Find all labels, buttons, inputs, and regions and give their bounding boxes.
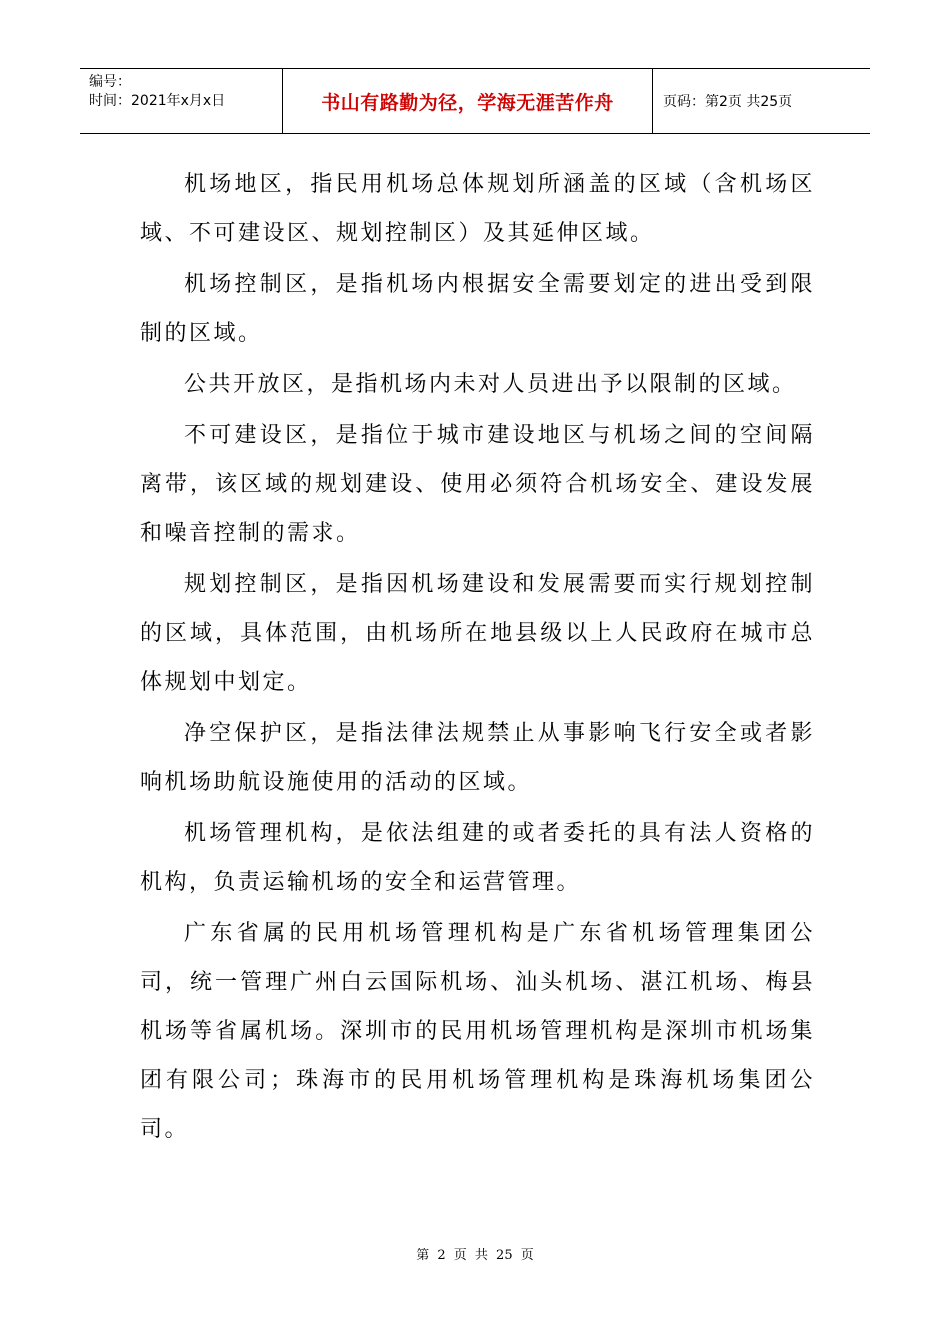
paragraph-airport-area: 机场地区，指民用机场总体规划所涵盖的区域（含机场区域、不可建设区、规划控制区）及其延伸区域。 xyxy=(140,172,815,246)
paragraph-non-construction-area: 不可建设区，是指位于城市建设地区与机场之间的空间隔离带，该区域的规划建设、使用必须符合机场安全、建设发展和噪音控制的需求。 xyxy=(140,423,815,546)
header-meta xyxy=(80,69,283,133)
paragraph-airport-management: 机场管理机构，是依法组建的或者委托的具有法人资格的机构，负责运输机场的安全和运营管理。 xyxy=(140,821,815,895)
document-body xyxy=(140,160,815,1156)
header-page-info: 页码：第2页 共25页 xyxy=(663,94,793,110)
paragraph-public-area: 公共开放区，是指机场内未对人员进出予以限制的区域。 xyxy=(184,372,797,397)
document-number-label: 编号： xyxy=(89,74,131,90)
page-header xyxy=(80,68,870,134)
document-date: 时间：2021年x月x日 xyxy=(89,93,226,109)
header-motto: 书山有路勤为径，学海无涯苦作舟 xyxy=(283,69,653,133)
paragraph-guangdong-airports: 广东省属的民用机场管理机构是广东省机场管理集团公司，统一管理广州白云国际机场、汕头机场、湛江机场、梅县机场等省属机场。深圳市的民用机场管理机构是深圳市机场集团有限公司；珠海市的民用机场管理机构是珠海机场集团公司。 xyxy=(140,921,815,1142)
paragraph-planning-control-area: 规划控制区，是指因机场建设和发展需要而实行规划控制的区域，具体范围，由机场所在地县级以上人民政府在城市总体规划中划定。 xyxy=(140,572,815,695)
paragraph-control-area: 机场控制区，是指机场内根据安全需要划定的进出受到限制的区域。 xyxy=(140,272,815,346)
page-footer: 第 2 页 共 25 页 xyxy=(416,1248,534,1263)
paragraph-clearance-protection-area: 净空保护区，是指法律法规禁止从事影响飞行安全或者影响机场助航设施使用的活动的区域。 xyxy=(140,721,815,795)
